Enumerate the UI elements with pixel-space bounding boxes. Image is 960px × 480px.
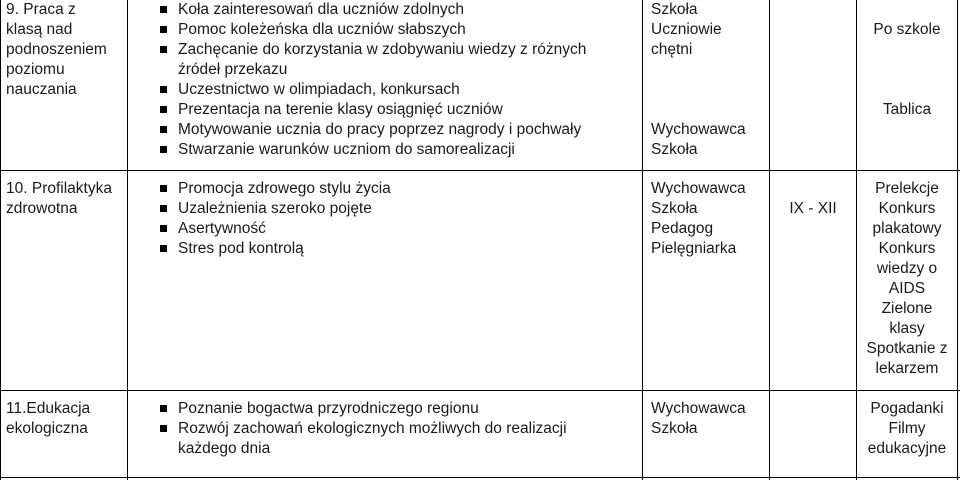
task-item <box>156 40 586 80</box>
row-9-task-list <box>156 0 586 160</box>
responsible-line: Wychowawca <box>651 121 746 138</box>
forms-line: edukacyjne <box>867 440 947 457</box>
responsible-line: Szkoła <box>651 1 698 18</box>
row-divider-1 <box>0 170 960 171</box>
number-area-line: 10. Profilaktyka <box>6 180 112 197</box>
task-item <box>156 140 586 160</box>
task-item <box>156 419 567 459</box>
responsible-line: Uczniowie <box>651 21 722 38</box>
task-text: Rozwój zachowań ekologicznych możliwych do realizacji <box>178 420 567 437</box>
row-10-term <box>770 199 856 219</box>
forms-line: Pogadanki <box>870 400 944 417</box>
responsible-line: Pielęgniarka <box>651 240 737 257</box>
number-area-line: podnoszeniem <box>6 41 107 58</box>
number-area-line: ekologiczna <box>6 420 88 437</box>
task-text: Stwarzanie warunków uczniom do samorealizacji <box>178 141 515 158</box>
forms-line: klasy <box>889 320 925 337</box>
forms-line: lekarzem <box>875 360 939 377</box>
number-area-line: klasą nad <box>6 21 73 38</box>
task-item <box>156 0 586 20</box>
task-text: Motywowanie ucznia do pracy poprzez nagrody i pochwały <box>178 121 582 138</box>
task-item <box>156 219 391 239</box>
task-item <box>156 20 586 40</box>
task-text: Pomoc koleżeńska dla uczniów słabszych <box>178 21 466 38</box>
responsible-line: chętni <box>651 41 693 58</box>
column-divider-1 <box>127 0 128 480</box>
term-value: IX - XII <box>789 200 837 217</box>
task-item <box>156 399 567 419</box>
row-divider-2 <box>0 390 960 391</box>
number-area-line: zdrowotna <box>6 200 78 217</box>
table-border-left <box>0 0 1 480</box>
table-border-right <box>957 0 958 480</box>
forms-line: Prelekcje <box>875 180 939 197</box>
responsible-line: Szkoła <box>651 420 698 437</box>
row-10-number-area <box>6 179 112 219</box>
row-11-number-area <box>6 399 90 439</box>
task-text: Koła zainteresowań dla uczniów zdolnych <box>178 1 465 18</box>
task-text: Zachęcanie do korzystania w zdobywaniu wiedzy z różnych <box>178 41 587 58</box>
row-9-forms-bottom <box>857 100 957 120</box>
responsible-line: Wychowawca <box>651 400 746 417</box>
row-10-task-list <box>156 179 391 259</box>
forms-line: Konkurs <box>878 240 936 257</box>
task-text: Poznanie bogactwa przyrodniczego regionu <box>178 400 479 417</box>
task-item <box>156 199 391 219</box>
task-text: Uczestnictwo w olimpiadach, konkursach <box>178 81 460 98</box>
forms-line: Konkurs <box>878 200 936 217</box>
responsible-line: Pedagog <box>651 220 714 237</box>
row-9-number-area <box>6 0 107 100</box>
row-9-responsible-top <box>651 0 722 60</box>
task-text-continuation: każdego dnia <box>178 440 271 457</box>
task-item <box>156 100 586 120</box>
table-border-bottom <box>0 477 960 478</box>
forms-line: AIDS <box>888 280 926 297</box>
task-text: Promocja zdrowego stylu życia <box>178 180 391 197</box>
forms-line: wiedzy o <box>876 260 938 277</box>
task-item <box>156 120 586 140</box>
number-area-line: 11.Edukacja <box>6 400 91 417</box>
task-item <box>156 179 391 199</box>
column-divider-3 <box>769 0 770 480</box>
forms-line: Tablica <box>882 101 932 118</box>
column-divider-2 <box>642 0 643 480</box>
task-item <box>156 80 586 100</box>
task-text-continuation: źródeł przekazu <box>178 61 288 78</box>
task-text: Uzależnienia szeroko pojęte <box>178 200 372 217</box>
number-area-line: poziomu <box>6 61 65 78</box>
responsible-line: Wychowawca <box>651 180 746 197</box>
task-text: Stres pod kontrolą <box>178 240 304 257</box>
task-item <box>156 239 391 259</box>
row-11-responsible <box>651 399 746 439</box>
forms-line: Zielone <box>881 300 933 317</box>
number-area-line: nauczania <box>6 81 77 98</box>
number-area-line: 9. Praca z <box>6 1 76 18</box>
forms-line: Spotkanie z <box>866 340 948 357</box>
row-9-responsible-bottom <box>651 120 746 160</box>
forms-line: Po szkole <box>873 21 941 38</box>
forms-line: Filmy <box>888 420 926 437</box>
forms-line: plakatowy <box>872 220 942 237</box>
row-9-forms-top <box>857 20 957 40</box>
row-11-task-list <box>156 399 567 459</box>
task-text: Prezentacja na terenie klasy osiągnięć uczniów <box>178 101 503 118</box>
row-10-responsible <box>651 179 746 259</box>
task-text: Asertywność <box>178 220 266 237</box>
responsible-line: Szkoła <box>651 141 698 158</box>
responsible-line: Szkoła <box>651 200 698 217</box>
row-10-forms <box>857 179 957 379</box>
row-11-forms <box>857 399 957 459</box>
